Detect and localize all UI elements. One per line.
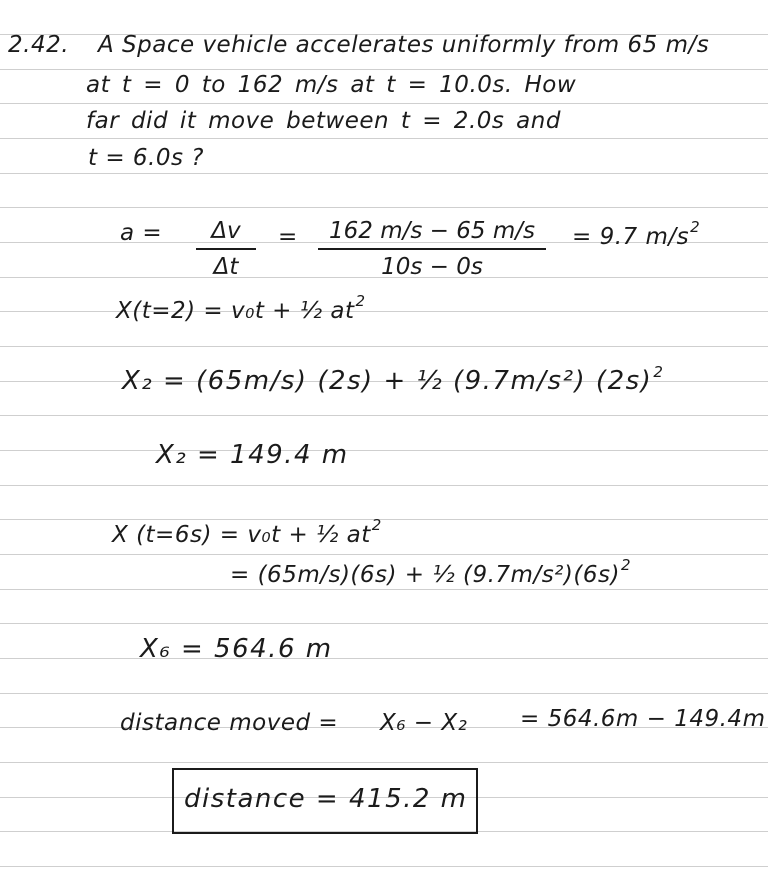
position-t2-substitution [122,363,665,399]
ruled-line [0,346,768,347]
delta-v-over-delta-t [196,218,256,280]
ruled-line [0,866,768,867]
fraction-bar [318,248,546,250]
velocity-difference: 162 m/s − 65 m/s [329,218,535,244]
distance-expression: X₆ − X₂ [380,710,468,736]
position-t6-formula-exponent: 2 [371,516,382,534]
ruled-line [0,658,768,659]
position-t2-formula-text: X(t=2) = v₀t + ½ at [116,298,355,324]
position-t6-formula-text: X (t=6s) = v₀t + ½ at [112,522,371,548]
ruled-line [0,173,768,174]
ruled-line [0,623,768,624]
distance-label: distance moved = [120,710,339,736]
position-t2-result: X₂ = 149.4 m [156,440,349,470]
ruled-line [0,485,768,486]
position-t6-formula [112,516,382,552]
position-t2-formula-exponent: 2 [355,292,366,310]
ruled-line [0,103,768,104]
ruled-line [0,693,768,694]
acceleration-equals: = [278,224,298,250]
problem-line-3: far did it move between t = 2.0s and [86,108,561,134]
ruled-line [0,450,768,451]
problem-line-1: A Space vehicle accelerates uniformly from 65 m/s [98,32,710,58]
fraction-bar [196,248,256,250]
position-t2-substitution-exponent: 2 [653,363,665,381]
position-t6-substitution [230,556,631,592]
ruled-line [0,207,768,208]
position-t6-result: X₆ = 564.6 m [140,634,333,664]
ruled-line [0,554,768,555]
acceleration-exponent: 2 [690,218,701,236]
delta-v: Δv [211,218,241,244]
position-t2-formula [116,292,366,328]
ruled-line [0,762,768,763]
ruled-line [0,415,768,416]
position-t6-substitution-exponent: 2 [620,556,631,574]
time-difference: 10s − 0s [381,254,483,280]
acceleration-lhs: a = [120,220,163,246]
problem-line-2: at t = 0 to 162 m/s at t = 10.0s. How [86,72,577,98]
final-answer: distance = 415.2 m [184,784,468,814]
position-t2-substitution-text: X₂ = (65m/s) (2s) + ½ (9.7m/s²) (2s) [122,366,653,396]
problem-number: 2.42. [8,32,70,58]
position-t6-substitution-text: = (65m/s)(6s) + ½ (9.7m/s²)(6s) [230,562,620,588]
acceleration-fraction [318,218,546,280]
ruled-line [0,138,768,139]
acceleration-value: = 9.7 m/s [572,224,690,250]
problem-line-4: t = 6.0s ? [88,145,204,171]
acceleration-result [572,218,701,254]
delta-t: Δt [213,254,239,280]
distance-value: = 564.6m − 149.4m [520,706,766,732]
